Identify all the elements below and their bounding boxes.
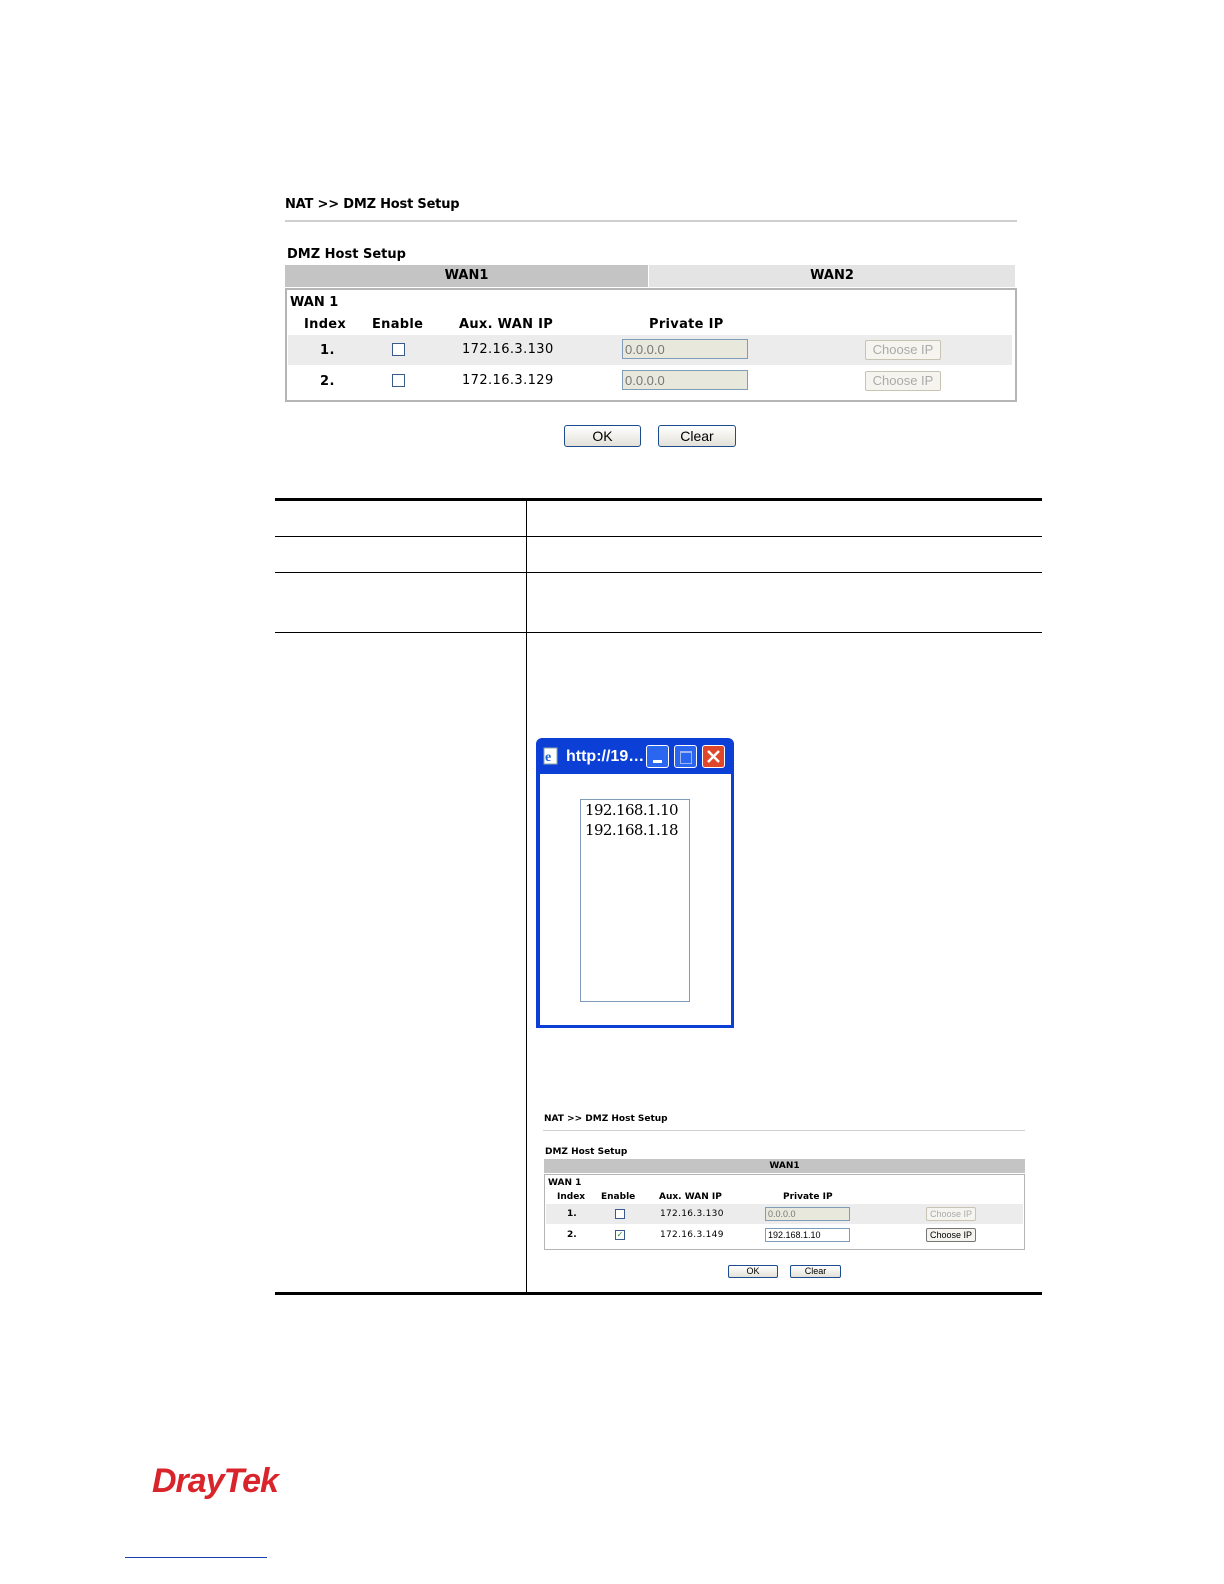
small-enable-checkbox[interactable]	[615, 1209, 625, 1219]
small-header-enable: Enable	[601, 1192, 636, 1202]
aux-wan-ip: 172.16.3.130	[462, 342, 554, 357]
small-choose-ip-button[interactable]: Choose IP	[926, 1207, 976, 1221]
row-index: 2.	[320, 374, 335, 389]
small-aux-wan-ip: 172.16.3.130	[660, 1209, 724, 1219]
draytek-logo: DrayTek	[152, 1462, 278, 1500]
small-ok-button[interactable]: OK	[728, 1265, 778, 1278]
small-row-index: 1.	[567, 1209, 577, 1219]
aux-wan-ip: 172.16.3.129	[462, 373, 554, 388]
breadcrumb-divider	[285, 220, 1017, 222]
private-ip-input[interactable]: 0.0.0.0	[622, 370, 748, 390]
small-enable-checkbox-checked[interactable]: ✓	[616, 1230, 624, 1239]
small-tab-wan1[interactable]: WAN1	[544, 1159, 1025, 1173]
list-item[interactable]: 192.168.1.10	[585, 801, 678, 819]
minimize-icon[interactable]	[646, 745, 669, 768]
small-panel-label: WAN 1	[548, 1178, 582, 1188]
table-rule	[275, 572, 1042, 573]
section-title: DMZ Host Setup	[287, 247, 406, 262]
list-item[interactable]: 192.168.1.18	[585, 821, 678, 839]
header-enable: Enable	[372, 317, 424, 332]
tab-wan1[interactable]: WAN1	[285, 265, 648, 287]
table-rule	[275, 536, 1042, 537]
small-clear-button[interactable]: Clear	[790, 1265, 841, 1278]
small-private-ip-input[interactable]: 0.0.0.0	[765, 1207, 850, 1221]
small-section-title: DMZ Host Setup	[545, 1147, 628, 1157]
ok-button[interactable]: OK	[564, 425, 641, 447]
maximize-icon[interactable]	[674, 745, 697, 768]
clear-button[interactable]: Clear	[658, 425, 736, 447]
small-breadcrumb: NAT >> DMZ Host Setup	[544, 1114, 668, 1124]
enable-checkbox[interactable]	[392, 374, 405, 387]
header-aux-wan-ip: Aux. WAN IP	[459, 317, 554, 332]
footer-link-underline	[125, 1557, 267, 1558]
svg-text:e: e	[545, 750, 552, 765]
ie-page-icon	[541, 746, 561, 766]
choose-ip-button[interactable]: Choose IP	[865, 371, 941, 391]
table-rule	[275, 632, 1042, 633]
table-column-divider	[526, 500, 527, 1294]
small-aux-wan-ip: 172.16.3.149	[660, 1230, 724, 1240]
small-header-index: Index	[557, 1192, 586, 1202]
close-icon[interactable]	[702, 745, 725, 768]
small-row-index: 2.	[567, 1230, 577, 1240]
private-ip-input[interactable]: 0.0.0.0	[622, 339, 748, 359]
breadcrumb: NAT >> DMZ Host Setup	[285, 197, 460, 212]
row-index: 1.	[320, 343, 335, 358]
table-bottom-rule	[275, 1292, 1042, 1295]
enable-checkbox[interactable]	[392, 343, 405, 356]
small-choose-ip-button[interactable]: Choose IP	[926, 1228, 976, 1242]
small-header-aux-wan-ip: Aux. WAN IP	[659, 1192, 722, 1202]
small-breadcrumb-divider	[543, 1130, 1025, 1131]
ip-listbox[interactable]	[580, 799, 690, 1002]
small-header-private-ip: Private IP	[783, 1192, 833, 1202]
popup-title: http://19…	[566, 748, 645, 765]
choose-ip-button[interactable]: Choose IP	[865, 340, 941, 360]
header-index: Index	[304, 317, 347, 332]
small-private-ip-input[interactable]: 192.168.1.10	[765, 1228, 850, 1242]
tab-wan2[interactable]: WAN2	[649, 265, 1015, 287]
table-top-rule	[275, 498, 1042, 501]
header-private-ip: Private IP	[649, 317, 724, 332]
panel-label: WAN 1	[290, 295, 339, 310]
